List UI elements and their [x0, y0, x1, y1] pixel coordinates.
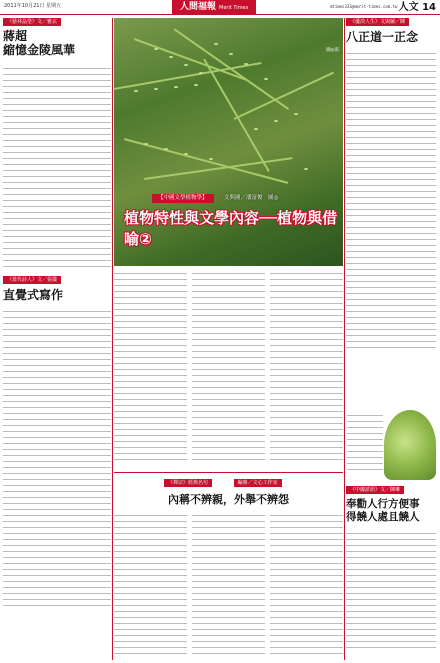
bottom-body-col-3	[270, 510, 343, 660]
feature-body-col-1	[114, 268, 187, 468]
logo-text: 人間福報	[180, 2, 217, 12]
section-divider	[114, 472, 343, 473]
bottom-tags	[114, 479, 343, 488]
right-title2-line-1: 奉勸人行方便事	[346, 498, 420, 510]
column-tag-2: 《當代詩人》文／張儀	[3, 276, 61, 284]
right-article-title-2	[346, 498, 436, 524]
right-column-bottom	[346, 486, 436, 658]
feature-banner	[114, 194, 343, 252]
feature-body	[114, 268, 343, 468]
right-article-body	[346, 48, 436, 378]
article-body-2	[3, 306, 111, 636]
column-divider-right	[344, 18, 345, 660]
bottom-tag-1: 《禪宗》經典名句	[164, 479, 212, 487]
title-line-1: 蔣超	[3, 29, 28, 43]
newspaper-logo	[172, 0, 256, 14]
feature-body-col-3	[270, 268, 343, 468]
banner-series-label: 【中國文學植物學】	[152, 194, 214, 203]
column-divider	[112, 18, 113, 660]
right-article-title: 八正道一正念	[346, 30, 419, 44]
article-body	[3, 63, 111, 268]
page-header	[0, 0, 440, 15]
right-article-body-2	[346, 528, 436, 658]
banner-byline: 文與圖／潘富俊 圖◎	[224, 195, 279, 201]
issue-date: 2011年10月21日 星期五	[4, 3, 62, 9]
bottom-tag-2: 編審／文心工作室	[234, 479, 282, 487]
tea-photo	[384, 410, 436, 480]
article-title-2: 直覺式寫作	[3, 288, 64, 302]
right-column-tag-2: 《中國諺語》文／陳琳	[346, 486, 404, 494]
contact-email: mtimes333@merit-times.com.tw	[330, 4, 398, 9]
banner-title: 植物特性與文學內容──植物與借喻②	[124, 209, 338, 248]
column-tag: 《藝林晶瑩》文／雅玄	[3, 18, 61, 26]
bottom-body-col-1	[114, 510, 187, 660]
title-line-2: 縮憶金陵風華	[3, 43, 76, 57]
bottom-article-title: 內稱不辨親，外舉不辨怨	[168, 493, 289, 506]
bottom-body-col-2	[192, 510, 265, 660]
right-title2-line-2: 得饒人處且饒人	[346, 511, 420, 523]
section-title: 人文 14	[398, 2, 436, 13]
article-title	[3, 29, 111, 57]
photo-credit: 圖◎張	[326, 48, 339, 53]
tea-caption-text	[347, 410, 383, 480]
bottom-article-body	[114, 510, 343, 660]
right-column-tag: 《優淡人生》文與圖／陳	[346, 18, 409, 26]
left-column	[3, 18, 111, 636]
feature-body-col-2	[192, 268, 265, 468]
logo-subtitle: Merit Times	[219, 5, 249, 11]
right-column	[346, 18, 436, 378]
